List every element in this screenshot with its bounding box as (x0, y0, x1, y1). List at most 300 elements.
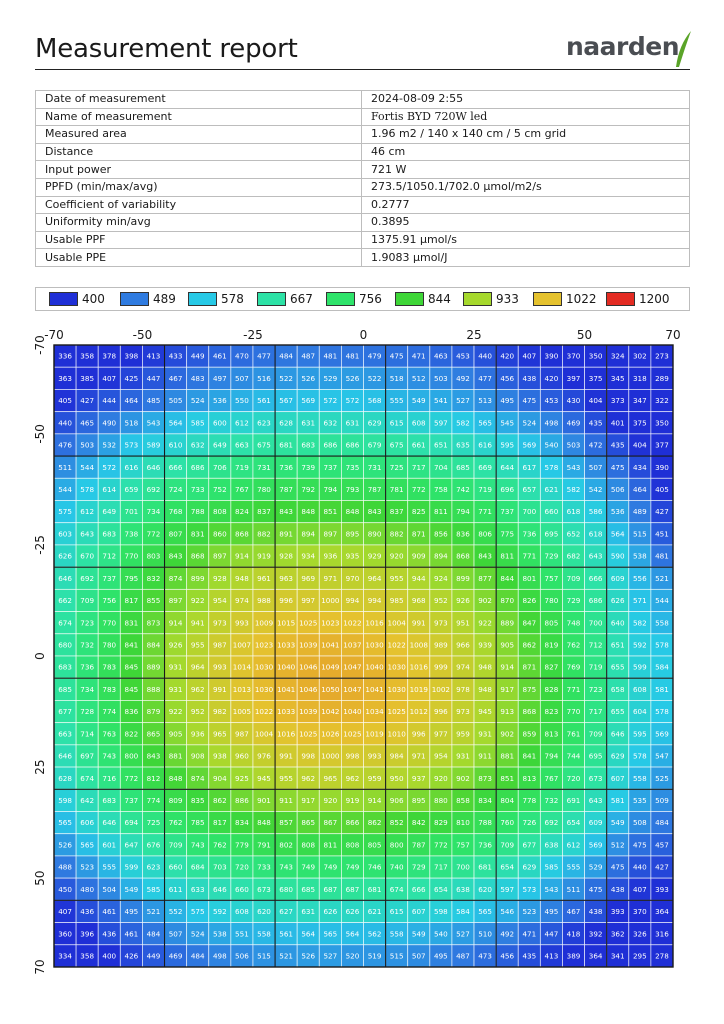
cell-value: 467 (566, 907, 581, 917)
cell-value: 767 (235, 484, 249, 494)
cell-value: 692 (80, 573, 95, 583)
info-value: 1.9083 µmol/J (362, 249, 690, 267)
legend-label: 578 (221, 292, 244, 306)
cell-value: 393 (655, 884, 669, 894)
cell-value: 817 (212, 818, 227, 828)
cell-value: 843 (478, 551, 492, 561)
cell-value: 811 (434, 507, 448, 517)
cell-value: 775 (500, 529, 515, 539)
cell-value: 886 (235, 795, 249, 805)
cell-value: 506 (235, 951, 249, 961)
cell-value: 549 (610, 818, 625, 828)
cell-value: 984 (389, 751, 404, 761)
cell-value: 578 (544, 462, 559, 472)
cell-value: 651 (434, 440, 448, 450)
cell-value: 447 (146, 373, 161, 383)
cell-value: 518 (389, 373, 404, 383)
cell-value: 654 (434, 884, 448, 894)
cell-value: 685 (301, 884, 316, 894)
cell-value: 364 (655, 907, 669, 917)
page-title: Measurement report (35, 34, 298, 64)
cell-value: 550 (235, 396, 249, 406)
cell-value: 585 (544, 862, 559, 872)
cell-value: 683 (58, 662, 72, 672)
cell-value: 712 (102, 551, 117, 561)
cell-value: 941 (190, 618, 205, 628)
cell-value: 433 (168, 351, 183, 361)
cell-value: 801 (522, 573, 537, 583)
cell-value: 510 (478, 929, 492, 939)
cell-value: 717 (434, 862, 448, 872)
table-row (36, 178, 690, 196)
cell-value: 845 (124, 684, 139, 694)
cell-value: 897 (212, 551, 227, 561)
legend-label: 1200 (639, 292, 670, 306)
cell-value: 475 (610, 462, 625, 472)
cell-value: 615 (389, 907, 404, 917)
cell-value: 481 (323, 351, 338, 361)
cell-value: 809 (168, 795, 183, 805)
cell-value: 749 (323, 862, 338, 872)
cell-value: 511 (566, 884, 581, 894)
cell-value: 813 (522, 773, 537, 783)
cell-value: 931 (456, 751, 470, 761)
color-legend (35, 287, 690, 311)
cell-value: 516 (257, 373, 271, 383)
cell-value: 385 (80, 373, 95, 383)
table-row (36, 161, 690, 179)
cell-value: 725 (389, 462, 404, 472)
cell-value: 536 (610, 507, 625, 517)
cell-value: 955 (279, 773, 293, 783)
cell-value: 742 (456, 484, 470, 494)
cell-value: 868 (235, 529, 249, 539)
cell-value: 945 (478, 707, 492, 717)
cell-value: 487 (456, 951, 470, 961)
cell-value: 781 (389, 484, 404, 494)
cell-value: 868 (456, 551, 470, 561)
cell-value: 862 (212, 795, 227, 805)
cell-value: 725 (146, 818, 161, 828)
cell-value: 616 (124, 462, 139, 472)
cell-value: 837 (257, 507, 271, 517)
cell-value: 543 (544, 884, 559, 894)
table-row (36, 91, 690, 109)
cell-value: 987 (212, 640, 227, 650)
cell-value: 819 (544, 640, 559, 650)
y-tick-label: 0 (33, 652, 47, 660)
cell-value: 378 (102, 351, 117, 361)
cell-value: 931 (478, 729, 492, 739)
cell-value: 589 (146, 440, 161, 450)
cell-value: 686 (190, 462, 205, 472)
cell-value: 444 (102, 396, 117, 406)
cell-value: 733 (257, 862, 271, 872)
cell-value: 470 (235, 351, 249, 361)
cell-value: 855 (146, 596, 161, 606)
cell-value: 760 (500, 818, 515, 828)
cell-value: 996 (411, 729, 426, 739)
cell-value: 326 (632, 929, 647, 939)
cell-value: 632 (323, 418, 338, 428)
cell-value: 578 (632, 751, 647, 761)
cell-value: 728 (80, 707, 95, 717)
cell-value: 737 (124, 795, 139, 805)
cell-value: 558 (257, 929, 271, 939)
cell-value: 778 (522, 795, 537, 805)
cell-value: 657 (522, 484, 537, 494)
cell-value: 603 (58, 529, 72, 539)
cell-value: 464 (632, 484, 647, 494)
cell-value: 807 (168, 529, 183, 539)
legend-swatch (120, 292, 149, 306)
cell-value: 564 (345, 929, 360, 939)
cell-value: 959 (367, 773, 382, 783)
cell-value: 991 (212, 684, 227, 694)
cell-value: 663 (235, 440, 249, 450)
cell-value: 908 (190, 751, 205, 761)
cell-value: 518 (124, 418, 139, 428)
cell-value: 865 (301, 818, 316, 828)
cell-value: 507 (588, 462, 603, 472)
cell-value: 1042 (321, 707, 340, 717)
cell-value: 1008 (409, 640, 428, 650)
cell-value: 738 (124, 529, 139, 539)
info-value: 0.2777 (362, 196, 690, 214)
cell-value: 608 (411, 418, 426, 428)
cell-value: 919 (345, 795, 360, 805)
cell-value: 950 (389, 773, 404, 783)
cell-value: 527 (323, 951, 338, 961)
cell-value: 733 (190, 484, 205, 494)
cell-value: 626 (323, 907, 338, 917)
cell-value: 273 (655, 351, 669, 361)
cell-value: 363 (58, 373, 72, 383)
cell-value: 716 (102, 773, 117, 783)
cell-value: 597 (434, 418, 448, 428)
cell-value: 654 (500, 862, 515, 872)
cell-value: 438 (522, 373, 537, 383)
cell-value: 810 (456, 818, 470, 828)
cell-value: 1046 (299, 684, 318, 694)
cell-value: 873 (146, 618, 161, 628)
cell-value: 993 (212, 662, 227, 672)
cell-value: 515 (389, 951, 404, 961)
cell-value: 709 (500, 840, 515, 850)
cell-value: 922 (190, 596, 205, 606)
table-row (36, 214, 690, 232)
cell-value: 1030 (387, 662, 406, 672)
cell-value: 1030 (254, 684, 274, 694)
cell-value: 449 (190, 351, 205, 361)
cell-value: 565 (323, 929, 338, 939)
cell-value: 620 (478, 884, 492, 894)
cell-value: 1022 (387, 640, 406, 650)
cell-value: 683 (102, 529, 117, 539)
cell-value: 744 (566, 751, 581, 761)
cell-value: 509 (655, 795, 669, 805)
cell-value: 505 (168, 396, 183, 406)
cell-value: 483 (190, 373, 205, 383)
cell-value: 498 (544, 418, 559, 428)
cell-value: 748 (566, 618, 581, 628)
cell-value: 989 (434, 640, 448, 650)
cell-value: 597 (500, 884, 515, 894)
cell-value: 969 (301, 573, 316, 583)
info-label: Name of measurement (36, 108, 362, 126)
cell-value: 646 (102, 818, 117, 828)
cell-value: 962 (345, 773, 360, 783)
cell-value: 677 (522, 840, 537, 850)
cell-value: 917 (301, 795, 316, 805)
cell-value: 870 (500, 596, 515, 606)
cell-value: 631 (301, 907, 316, 917)
cell-value: 1026 (321, 729, 340, 739)
cell-value: 503 (566, 440, 581, 450)
cell-value: 905 (500, 640, 515, 650)
cell-value: 289 (655, 373, 669, 383)
cell-value: 543 (566, 462, 581, 472)
cell-value: 1002 (431, 684, 451, 694)
cell-value: 805 (544, 618, 559, 628)
info-label: Date of measurement (36, 91, 362, 109)
cell-value: 568 (367, 396, 382, 406)
cell-value: 440 (478, 351, 492, 361)
cell-value: 302 (632, 351, 647, 361)
cell-value: 1014 (232, 662, 252, 672)
cell-value: 963 (279, 573, 293, 583)
cell-value: 278 (655, 951, 669, 961)
cell-value: 484 (190, 951, 205, 961)
cell-value: 994 (345, 596, 360, 606)
cell-value: 540 (544, 440, 559, 450)
cell-value: 729 (544, 551, 559, 561)
cell-value: 770 (102, 618, 117, 628)
cell-value: 1025 (387, 707, 406, 717)
cell-value: 686 (588, 596, 603, 606)
cell-value: 418 (566, 929, 581, 939)
cell-value: 595 (500, 440, 515, 450)
cell-value: 1025 (299, 729, 318, 739)
cell-value: 836 (456, 529, 470, 539)
cell-value: 565 (478, 418, 492, 428)
cell-value: 555 (566, 862, 581, 872)
cell-value: 857 (279, 818, 293, 828)
cell-value: 631 (345, 418, 360, 428)
cell-value: 527 (456, 396, 470, 406)
cell-value: 660 (544, 507, 559, 517)
cell-value: 646 (610, 729, 625, 739)
cell-value: 522 (279, 373, 293, 383)
cell-value: 1016 (365, 618, 384, 628)
cell-value: 607 (610, 773, 625, 783)
cell-value: 617 (522, 462, 537, 472)
info-value: 0.3895 (362, 214, 690, 232)
x-tick-label: 70 (665, 328, 681, 342)
cell-value: 772 (411, 484, 426, 494)
cell-value: 973 (212, 618, 227, 628)
cell-value: 971 (323, 573, 338, 583)
cell-value: 375 (632, 418, 647, 428)
cell-value: 709 (80, 596, 95, 606)
cell-value: 998 (345, 751, 360, 761)
cell-value: 1019 (409, 684, 428, 694)
cell-value: 562 (367, 929, 382, 939)
cell-value: 611 (168, 884, 183, 894)
cell-value: 701 (124, 507, 139, 517)
cell-value: 696 (500, 484, 515, 494)
cell-value: 350 (588, 351, 603, 361)
cell-value: 736 (478, 840, 492, 850)
cell-value: 488 (58, 862, 72, 872)
cell-value: 609 (610, 573, 625, 583)
cell-value: 842 (411, 818, 426, 828)
cell-value: 567 (279, 396, 293, 406)
legend-swatch (395, 292, 424, 306)
cell-value: 676 (146, 840, 161, 850)
cell-value: 882 (389, 529, 404, 539)
cell-value: 780 (257, 484, 271, 494)
cell-value: 960 (235, 751, 249, 761)
cell-value: 524 (190, 929, 205, 939)
cell-value: 644 (500, 462, 515, 472)
info-value: 46 cm (362, 143, 690, 161)
cell-value: 931 (168, 684, 183, 694)
cell-value: 324 (610, 351, 625, 361)
cell-value: 687 (345, 884, 360, 894)
y-tick-label: -50 (33, 424, 47, 444)
cell-value: 495 (434, 951, 448, 961)
info-value: 1.96 m2 / 140 x 140 cm / 5 cm grid (362, 126, 690, 144)
cell-value: 719 (235, 462, 249, 472)
cell-value: 461 (124, 929, 139, 939)
cell-value: 561 (257, 396, 271, 406)
cell-value: 831 (124, 618, 139, 628)
cell-value: 962 (190, 684, 205, 694)
cell-value: 770 (124, 551, 139, 561)
cell-value: 737 (500, 507, 515, 517)
cell-value: 762 (566, 640, 581, 650)
cell-value: 400 (102, 951, 117, 961)
cell-value: 503 (80, 440, 95, 450)
cell-value: 471 (411, 351, 426, 361)
cell-value: 897 (323, 529, 338, 539)
cell-value: 451 (655, 529, 669, 539)
cell-value: 913 (500, 707, 515, 717)
cell-value: 844 (500, 573, 515, 583)
legend-swatch (533, 292, 562, 306)
cell-value: 481 (655, 551, 669, 561)
cell-value: 889 (500, 618, 515, 628)
cell-value: 914 (500, 662, 515, 672)
cell-value: 1004 (254, 729, 274, 739)
cell-value: 358 (80, 351, 95, 361)
cell-value: 740 (389, 862, 404, 872)
cell-value: 704 (434, 462, 448, 472)
cell-value: 564 (168, 418, 183, 428)
cell-value: 700 (588, 618, 603, 628)
cell-value: 477 (257, 351, 271, 361)
cell-value: 1041 (276, 684, 296, 694)
cell-value: 627 (279, 907, 293, 917)
cell-value: 771 (566, 684, 581, 694)
cell-value: 998 (301, 751, 316, 761)
cell-value: 612 (566, 840, 581, 850)
cell-value: 569 (588, 840, 603, 850)
cell-value: 792 (301, 484, 316, 494)
cell-value: 1040 (343, 707, 362, 717)
cell-value: 736 (279, 462, 293, 472)
cell-value: 370 (566, 351, 581, 361)
cell-value: 737 (323, 462, 338, 472)
cell-value: 1047 (343, 684, 362, 694)
cell-value: 964 (367, 573, 382, 583)
cell-value: 834 (478, 795, 492, 805)
cell-value: 1025 (343, 729, 362, 739)
cell-value: 673 (257, 884, 271, 894)
cell-value: 724 (168, 484, 183, 494)
cell-value: 318 (632, 373, 647, 383)
cell-value: 675 (257, 440, 271, 450)
cell-value: 827 (544, 662, 559, 672)
cell-value: 996 (279, 596, 293, 606)
cell-value: 551 (235, 929, 249, 939)
cell-value: 1000 (321, 596, 340, 606)
cell-value: 847 (522, 618, 537, 628)
info-label: PPFD (min/max/avg) (36, 178, 362, 196)
cell-value: 485 (146, 396, 161, 406)
cell-value: 974 (235, 596, 249, 606)
cell-value: 629 (522, 862, 537, 872)
cell-value: 889 (146, 662, 161, 672)
cell-value: 987 (235, 729, 249, 739)
cell-value: 643 (80, 529, 95, 539)
cell-value: 623 (257, 418, 271, 428)
cell-value: 536 (212, 396, 227, 406)
x-tick-label: 25 (466, 328, 482, 342)
cell-value: 607 (411, 907, 426, 917)
cell-value: 655 (610, 662, 625, 672)
cell-value: 529 (323, 373, 338, 383)
cell-value: 564 (301, 929, 316, 939)
cell-value: 841 (522, 751, 537, 761)
cell-value: 746 (367, 862, 382, 872)
cell-value: 944 (411, 573, 426, 583)
cell-value: 464 (124, 396, 139, 406)
cell-value: 469 (566, 418, 581, 428)
cell-value: 322 (655, 396, 669, 406)
cell-value: 480 (80, 884, 95, 894)
cell-value: 484 (655, 818, 669, 828)
cell-value: 581 (610, 795, 625, 805)
cell-value: 508 (632, 818, 647, 828)
cell-value: 709 (168, 840, 183, 850)
cell-value: 601 (102, 840, 117, 850)
cell-value: 649 (212, 440, 227, 450)
y-tick-label: 25 (33, 759, 47, 775)
cell-value: 662 (58, 596, 72, 606)
cell-value: 805 (367, 840, 382, 850)
cell-value: 920 (434, 773, 448, 783)
cell-value: 717 (411, 462, 426, 472)
cell-value: 679 (367, 440, 382, 450)
cell-value: 513 (478, 396, 492, 406)
cell-value: 413 (544, 951, 559, 961)
cell-value: 565 (478, 907, 492, 917)
cell-value: 475 (522, 396, 537, 406)
ppfd-heatmap (0, 320, 724, 980)
x-tick-label: -50 (132, 328, 153, 342)
